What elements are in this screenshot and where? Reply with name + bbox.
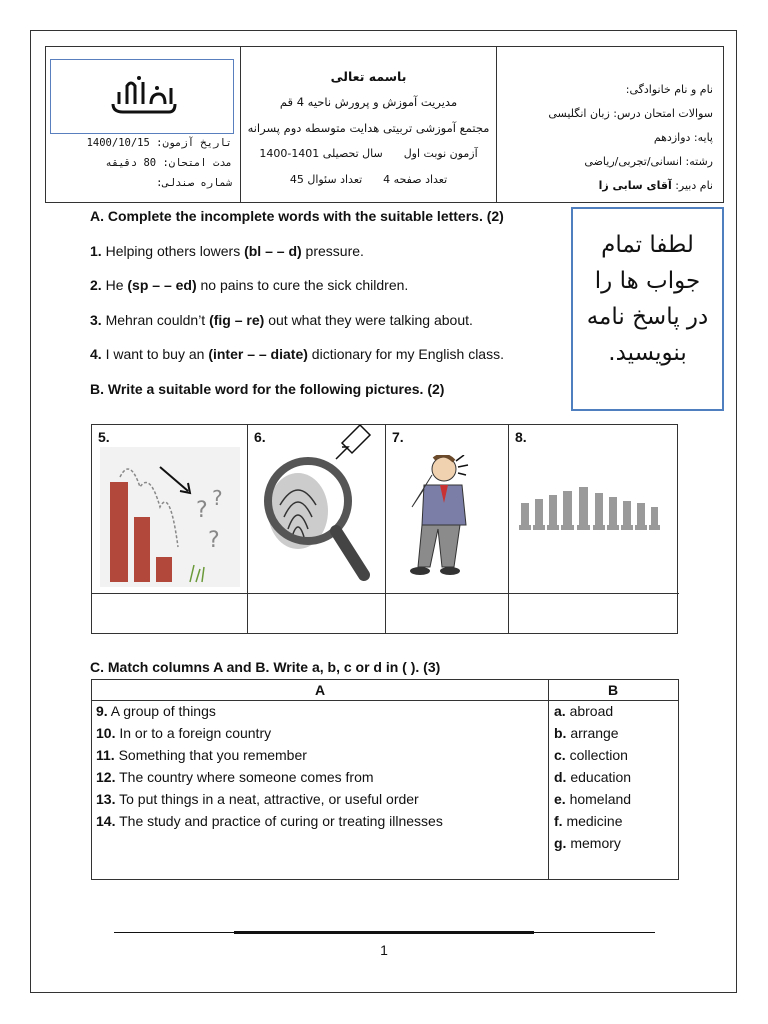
q1-blank-word: (bl – – d)	[244, 243, 302, 259]
match-b-row	[554, 725, 619, 741]
page-count: تعداد صفحه 4	[383, 173, 448, 186]
q1-post: pressure.	[301, 243, 364, 259]
match-b-letter: f.	[554, 813, 563, 829]
match-a-text: The country where someone comes from	[115, 769, 374, 785]
answer-cell-6[interactable]	[248, 593, 386, 634]
match-b-letter: a.	[554, 703, 566, 719]
exam-date: تاریخ آزمون: 1400/10/15	[86, 137, 232, 149]
svg-text:?: ?	[208, 528, 220, 553]
match-a-number: 14.	[96, 813, 116, 829]
note-line-3: در پاسخ نامه	[586, 304, 709, 330]
header-right-column	[497, 47, 723, 202]
note-line-1: لطفا تمام	[601, 232, 694, 258]
match-a-row	[96, 769, 374, 785]
section-b-title: B. Write a suitable word for the following pictures. (2)	[90, 381, 445, 397]
match-b-text: homeland	[565, 791, 632, 807]
teacher-label: نام دبیر:	[671, 179, 713, 192]
q1-number: 1.	[90, 243, 102, 259]
header-left-column	[46, 47, 241, 202]
section-c-title: C. Match columns A and B. Write a, b, c or d in ( ). (3)	[90, 659, 441, 675]
q4-blank-word: (inter – – diate)	[208, 346, 308, 362]
question-count: تعداد سئوال 45	[289, 173, 363, 186]
q1-pre: Helping others lowers	[101, 243, 245, 259]
school-year: سال تحصیلی 1401-1400	[259, 147, 383, 160]
match-a-number: 12.	[96, 769, 116, 785]
q2-blank-word: (sp – – ed)	[127, 277, 197, 293]
match-b-row	[554, 747, 628, 763]
picture-number-6: 6.	[254, 429, 266, 445]
match-b-letter: b.	[554, 725, 567, 741]
teacher	[599, 179, 713, 192]
yawning-man-image	[406, 455, 496, 585]
exam-turn: آزمون نوبت اول	[403, 147, 478, 160]
match-b-text: abroad	[565, 703, 614, 719]
header-middle-column	[241, 47, 497, 202]
picture-cell-7	[386, 425, 509, 593]
match-b-text: education	[566, 769, 632, 785]
match-a-text: In or to a foreign country	[115, 725, 272, 741]
match-a-row	[96, 703, 216, 719]
question-1	[90, 243, 364, 259]
question-4	[90, 346, 504, 362]
q2-pre: He	[101, 277, 128, 293]
answer-cell-7[interactable]	[386, 593, 509, 634]
exam-info-row	[241, 147, 496, 160]
org-line-1: مدیریت آموزش و پرورش ناحیه 4 قم	[279, 95, 458, 109]
q4-pre: I want to buy an	[101, 346, 209, 362]
school-logo	[109, 74, 179, 116]
note-line-2: جواب ها را	[594, 268, 701, 294]
subject: سوالات امتحان درس: زبان انگلیسی	[548, 107, 713, 120]
grade: پایه: دوازدهم	[653, 131, 713, 144]
match-b-letter: c.	[554, 747, 566, 763]
school-logo-box	[50, 59, 234, 134]
picture-number-5: 5.	[98, 429, 110, 445]
picture-cell-8	[509, 425, 679, 593]
answer-sheet-note	[571, 207, 724, 411]
picture-number-7: 7.	[392, 429, 404, 445]
q3-post: out what they were talking about.	[264, 312, 473, 328]
header-title: باسمه تعالی	[330, 69, 407, 84]
picture-cell-6	[248, 425, 386, 593]
answer-cell-5[interactable]	[92, 593, 248, 634]
match-b-text: medicine	[562, 813, 623, 829]
q4-number: 4.	[90, 346, 102, 362]
column-separator	[548, 680, 549, 879]
match-b-row	[554, 835, 621, 851]
magnifier-fingerprint-image	[252, 425, 382, 593]
note-line-4: بنویسید.	[608, 340, 687, 366]
match-b-text: arrange	[566, 725, 619, 741]
exam-header	[45, 46, 724, 203]
match-a-text: Something that you remember	[114, 747, 307, 763]
seat-number: شماره صندلی:	[156, 177, 232, 189]
picture-cell-5	[92, 425, 248, 593]
match-a-text: A group of things	[107, 703, 216, 719]
q2-post: no pains to cure the sick children.	[196, 277, 409, 293]
q4-post: dictionary for my English class.	[307, 346, 504, 362]
match-a-row	[96, 791, 419, 807]
q2-number: 2.	[90, 277, 102, 293]
match-b-letter: g.	[554, 835, 567, 851]
picture-table	[91, 424, 678, 634]
footer-divider	[114, 931, 655, 934]
column-a-header: A	[92, 680, 548, 701]
page-number: 1	[380, 942, 388, 958]
student-name: نام و نام خانوادگی:	[625, 83, 713, 96]
match-b-letter: e.	[554, 791, 566, 807]
exam-count-row	[241, 173, 496, 186]
match-b-text: collection	[565, 747, 628, 763]
question-3	[90, 312, 473, 328]
match-a-row	[96, 813, 443, 829]
match-b-row	[554, 791, 631, 807]
answer-cell-8[interactable]	[509, 593, 679, 634]
declining-bars-image	[100, 447, 240, 587]
q3-pre: Mehran couldn’t	[101, 312, 210, 328]
match-b-row	[554, 769, 631, 785]
teacher-name: آقای سابی زا	[598, 179, 672, 192]
match-a-number: 13.	[96, 791, 116, 807]
match-a-row	[96, 747, 307, 763]
q3-blank-word: (fig – re)	[209, 312, 265, 328]
section-a-title: A. Complete the incomplete words with the suitable letters. (2)	[90, 208, 504, 224]
matching-table	[91, 679, 679, 880]
column-b-header: B	[548, 680, 678, 701]
org-line-2: مجتمع آموزشی تربیتی هدایت متوسطه دوم پسرانه	[247, 121, 490, 135]
chess-pieces-image	[517, 485, 667, 535]
match-b-row	[554, 813, 622, 829]
match-a-number: 9.	[96, 703, 108, 719]
match-a-number: 10.	[96, 725, 116, 741]
match-b-letter: d.	[554, 769, 567, 785]
svg-text:?: ?	[196, 498, 208, 523]
match-b-text: memory	[566, 835, 621, 851]
question-2	[90, 277, 408, 293]
q3-number: 3.	[90, 312, 102, 328]
match-a-text: To put things in a neat, attractive, or useful order	[115, 791, 419, 807]
picture-number-8: 8.	[515, 429, 527, 445]
match-a-number: 11.	[96, 747, 115, 763]
exam-duration: مدت امتحان: 80 دقیقه	[105, 157, 232, 169]
match-b-row	[554, 703, 613, 719]
field: رشته: انسانی/تجربی/ریاضی	[584, 155, 713, 168]
svg-text:?: ?	[212, 486, 223, 510]
match-a-row	[96, 725, 271, 741]
match-a-text: The study and practice of curing or treating illnesses	[115, 813, 443, 829]
